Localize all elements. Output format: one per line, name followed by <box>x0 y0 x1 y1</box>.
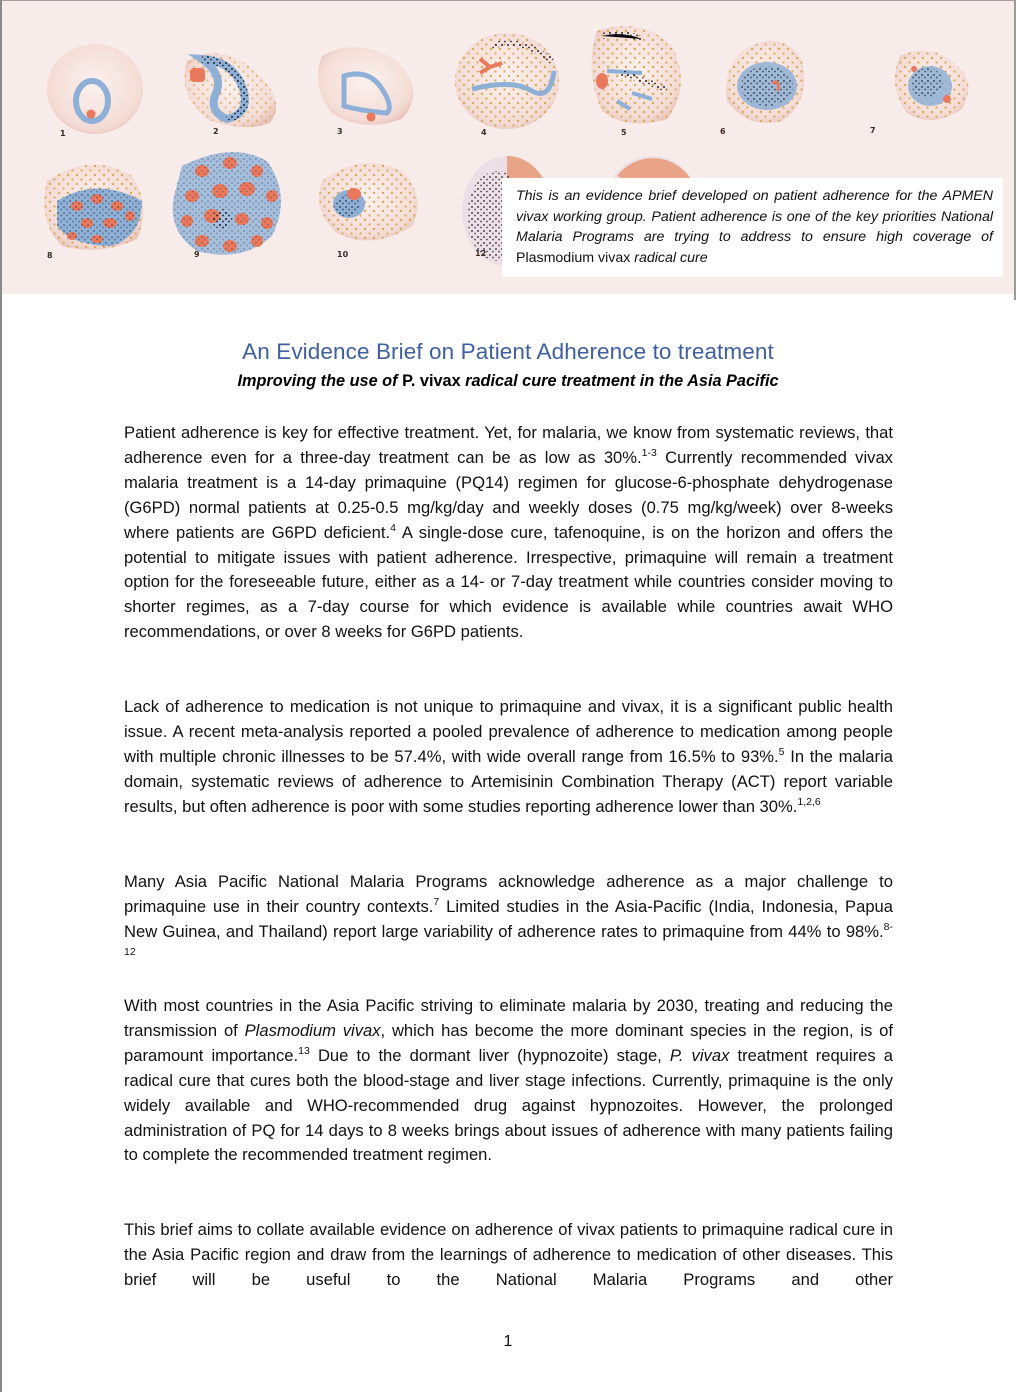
cell-label: 1 <box>60 129 66 138</box>
paragraph-text: treatment requires a radical cure that cures both the blood-stage and liver stage infections. Currently, primaquine is the only widely available and WHO-recommended drug against hypnozoites. However, the prolonged administration of PQ for 14 days to 8 weeks brings about issues of adherence with many patients failing to complete the recommended treatment regimen. <box>124 1045 893 1165</box>
paragraph-text: With most countries in the Asia Pacific striving to eliminate malaria by 2030, treating and reducing the transmission of <box>124 996 893 1040</box>
paragraph-text: Patient adherence is key for effective treatment. Yet, for malaria, we know from systematic reviews, that adherence even for a three-day treatment can be as low as 30%. <box>124 423 893 467</box>
paragraph-text: Due to the dormant liver (hypnozoite) stage, <box>309 1045 670 1065</box>
cell-label: 5 <box>621 128 627 137</box>
cell-label: 8 <box>47 251 53 260</box>
cell-5 <box>592 26 681 124</box>
cell-10 <box>319 163 417 241</box>
cell-7 <box>895 50 969 120</box>
citation-ref: 4 <box>390 521 396 534</box>
paragraph-text: Currently recommended vivax malaria treatment is a 14-day primaquine (PQ14) regimen for glucose-6-phosphate dehydrogenase (G6PD) normal patients at 0.25-0.5 mg/kg/day and weekly doses (0.75 mg/kg/week) over 8-weeks where patients are G6PD deficient. <box>124 447 893 542</box>
citation-ref: 7 <box>433 895 440 908</box>
citation-ref: 8-12 <box>124 920 893 958</box>
cell-label: 4 <box>481 128 487 137</box>
cell-label: 10 <box>337 250 349 259</box>
paragraph-text: Lack of adherence to medication is not unique to primaquine and vivax, it is a significant public health issue. A recent meta-analysis reported a pooled prevalence of adherence to medication among people with multiple chronic illnesses to be 57.4%, with wide overall range from 16.5% to 93%. <box>124 697 893 766</box>
citation-ref: 1-3 <box>641 446 657 459</box>
paragraph-2 <box>124 695 893 820</box>
paragraph-5 <box>124 1218 893 1293</box>
callout-text-end: radical cure <box>630 249 708 266</box>
cell-3 <box>318 47 414 125</box>
intro-callout-box <box>502 178 1003 277</box>
cell-1 <box>47 44 143 134</box>
cell-9 <box>173 152 281 255</box>
cell-4 <box>455 33 559 129</box>
callout-species-name: Plasmodium vivax <box>516 249 631 266</box>
paragraph-text: Limited studies in the Asia-Pacific (India, Indonesia, Papua New Guinea, and Thailand) report large variability of adherence rates to primaquine from 44% to 98%. <box>124 896 893 941</box>
paragraph-text: , which has become the more dominant species in the region, is of paramount importance. <box>124 1020 894 1065</box>
cell-label: 7 <box>870 126 876 135</box>
paragraph-1 <box>124 421 893 645</box>
paragraph-text: A single-dose cure, tafenoquine, is on the horizon and offers the potential to mitigate issues with patient adherence. Irrespective, primaquine will remain a treatment option for the foreseeable future, either as a 14- or 7-day treatment while countries consider moving to shorter regimes, as a 7-day course for which evidence is available while countries await WHO recommendations, or over 8 weeks for G6PD patients. <box>124 522 893 642</box>
paragraph-3 <box>124 870 893 970</box>
citation-ref: 5 <box>778 745 785 758</box>
paragraph-text: Many Asia Pacific National Malaria Programs acknowledge adherence as a major challenge to primaquine use in their country contexts. <box>124 872 893 916</box>
subtitle-part: Improving the use of <box>237 372 403 390</box>
cell-label: 2 <box>213 127 219 136</box>
species-name-italic: Plasmodium vivax <box>244 1020 381 1040</box>
species-name-italic: P. vivax <box>669 1045 730 1065</box>
paragraph-text: In the malaria domain, systematic reviews of adherence to Artemisinin Combination Therapy (ACT) report variable results, but often adherence is poor with some studies reporting adherence lower than 30%. <box>124 746 893 816</box>
page-number: 1 <box>503 1333 513 1350</box>
cell-label: 3 <box>337 127 343 136</box>
document-title: An Evidence Brief on Patient Adherence to treatment <box>242 339 774 364</box>
cell-2 <box>185 53 277 127</box>
paragraph-4 <box>124 994 893 1168</box>
subtitle-part: radical cure treatment in the Asia Pacific <box>460 372 779 390</box>
callout-text: This is an evidence brief developed on patient adherence for the APMEN vivax working group. Patient adherence is one of the key priorities National Malaria Programs are trying to address to ensure high coverage of <box>516 188 993 245</box>
cell-label: 6 <box>720 127 726 136</box>
cell-label: 9 <box>194 250 200 259</box>
subtitle-species: P. vivax <box>402 372 461 390</box>
citation-ref: 1,2,6 <box>797 795 821 808</box>
citation-ref: 13 <box>298 1044 310 1057</box>
cell-label: 12 <box>475 249 487 258</box>
cell-8 <box>44 165 143 250</box>
cell-6 <box>726 41 805 123</box>
paragraph-text: This brief aims to collate available evidence on adherence of vivax patients to primaquine radical cure in the Asia Pacific region and draw from the learnings of adherence to medication of other diseases. This brief will be useful to the National Malaria Programs and other <box>124 1220 893 1289</box>
document-subtitle <box>0 372 1016 391</box>
